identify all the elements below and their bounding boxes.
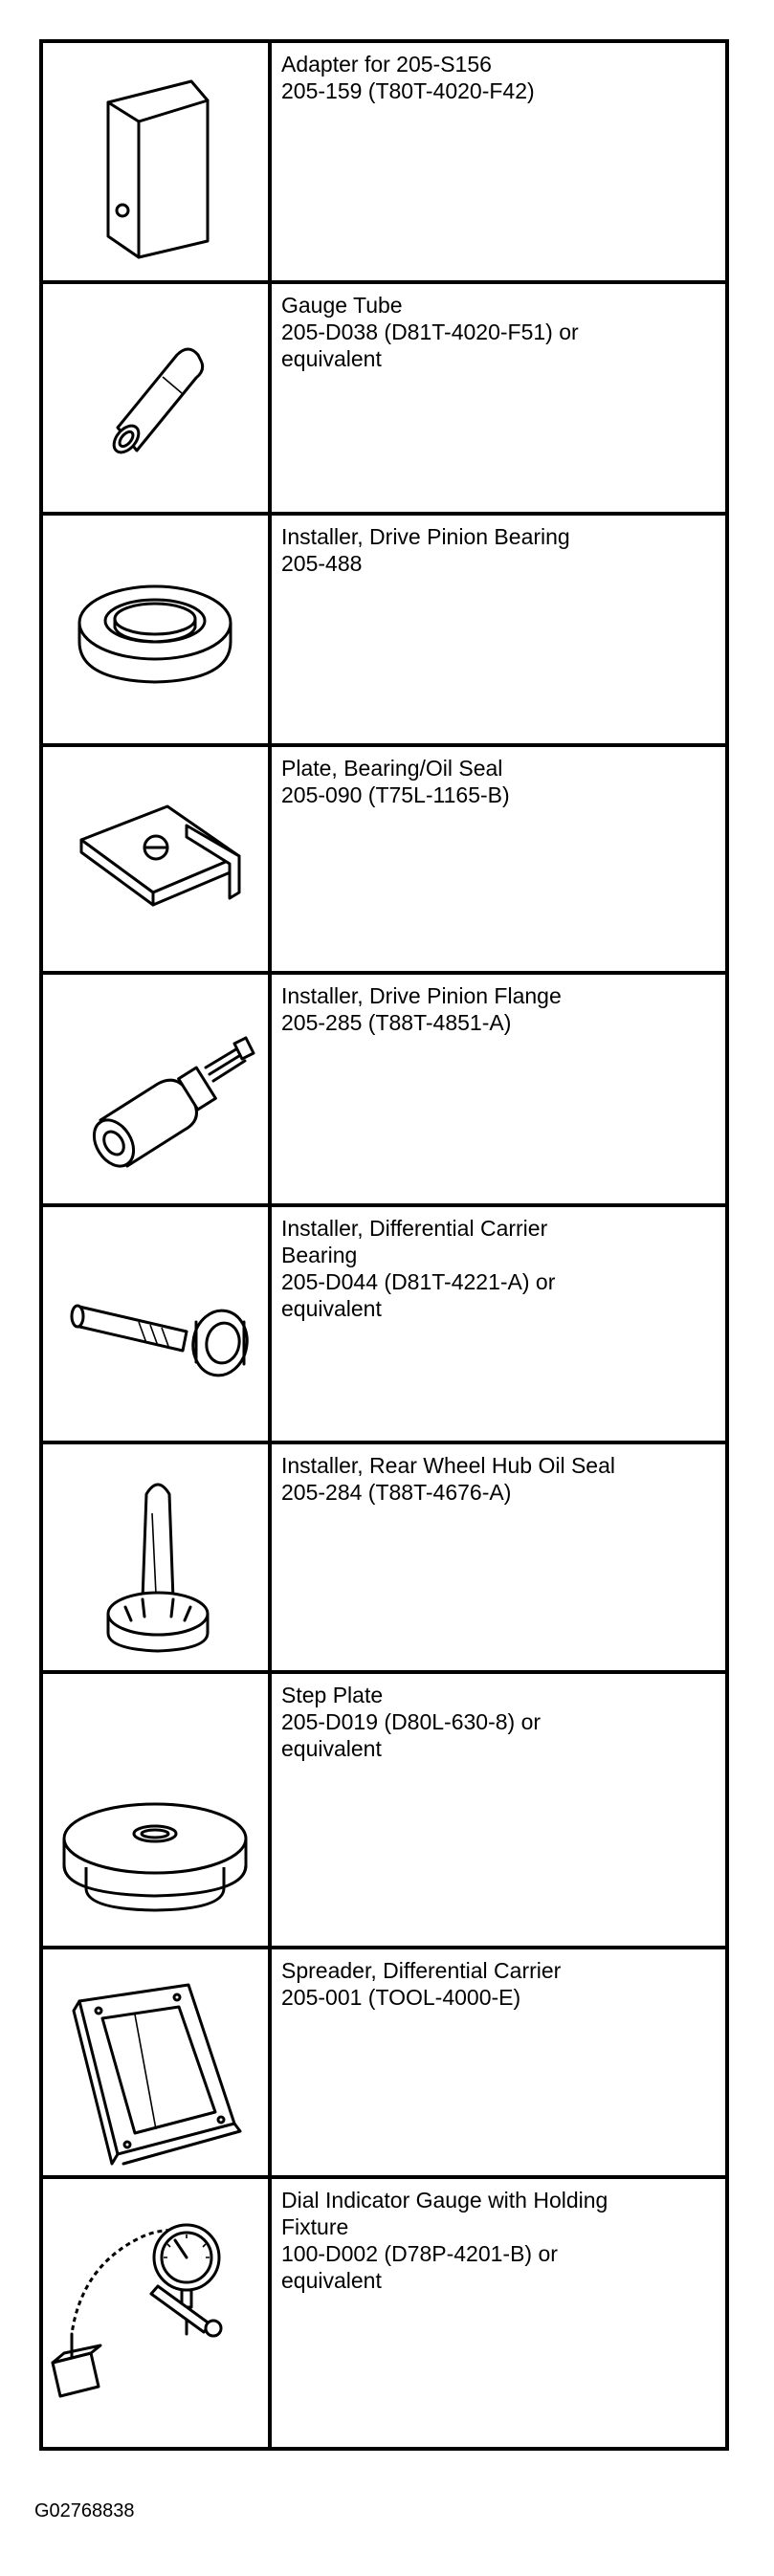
image-cell [41,1672,270,1948]
tool-number: 205-284 (T88T-4676-A) [281,1480,512,1505]
tool-note: equivalent [281,346,382,371]
tool-name: Installer, Rear Wheel Hub Oil Seal [281,1453,615,1478]
tool-name: Adapter for 205-S156 [281,52,492,77]
image-cell [41,973,270,1205]
bearing-plate-icon [43,747,268,971]
dial-indicator-gauge-icon [43,2179,268,2447]
bearing-installer-ring-icon [43,516,268,743]
tool-note: equivalent [281,1296,382,1321]
adapter-block-icon [43,43,268,280]
step-plate-icon [43,1674,268,1946]
image-cell [41,2177,270,2449]
table-row [41,745,727,973]
table-row [41,2177,727,2449]
description-cell [270,282,727,514]
table-row [41,1672,727,1948]
tool-name: Spreader, Differential Carrier [281,1958,562,1983]
tool-number: 205-D019 (D80L-630-8) or [281,1709,542,1734]
tool-name: Installer, Drive Pinion Bearing [281,524,570,549]
image-cell [41,745,270,973]
tool-name: Gauge Tube [281,293,403,318]
tool-number: 100-D002 (D78P-4201-B) or [281,2241,558,2266]
tool-number: 205-090 (T75L-1165-B) [281,782,510,807]
flange-installer-icon [43,975,268,1203]
description-cell [270,1205,727,1442]
table-row [41,514,727,745]
tool-number: 205-D044 (D81T-4221-A) or [281,1269,556,1294]
carrier-spreader-icon [43,1949,268,2175]
hub-seal-installer-icon [43,1444,268,1670]
tool-number: 205-285 (T88T-4851-A) [281,1010,512,1035]
table-row [41,1442,727,1672]
tool-name: Plate, Bearing/Oil Seal [281,756,503,781]
tool-name-continued: Bearing [281,1243,358,1267]
tool-number: 205-001 (TOOL-4000-E) [281,1985,521,2010]
tool-number: 205-488 [281,551,363,576]
description-cell [270,973,727,1205]
description-cell [270,1672,727,1948]
image-cell [41,514,270,745]
special-tools-table [39,39,729,2451]
description-cell [270,2177,727,2449]
description-cell [270,41,727,282]
image-cell [41,1205,270,1442]
table-row [41,41,727,282]
table-row [41,973,727,1205]
tool-name: Step Plate [281,1683,384,1707]
tool-note: equivalent [281,2268,382,2293]
tool-name-continued: Fixture [281,2214,349,2239]
tool-number: 205-D038 (D81T-4020-F51) or [281,319,579,344]
description-cell [270,745,727,973]
table-row [41,1948,727,2177]
table-row [41,282,727,514]
description-cell [270,514,727,745]
tool-name: Installer, Drive Pinion Flange [281,983,562,1008]
figure-id-caption: G02768838 [34,2500,135,2521]
carrier-bearing-installer-icon [43,1207,268,1441]
table-row [41,1205,727,1442]
tool-name: Installer, Differential Carrier [281,1216,548,1241]
image-cell [41,1442,270,1672]
image-cell [41,1948,270,2177]
tool-note: equivalent [281,1736,382,1761]
gauge-tube-icon [43,284,268,512]
tool-name: Dial Indicator Gauge with Holding [281,2188,608,2213]
description-cell [270,1948,727,2177]
image-cell [41,41,270,282]
tool-number: 205-159 (T80T-4020-F42) [281,78,535,103]
image-cell [41,282,270,514]
description-cell [270,1442,727,1672]
